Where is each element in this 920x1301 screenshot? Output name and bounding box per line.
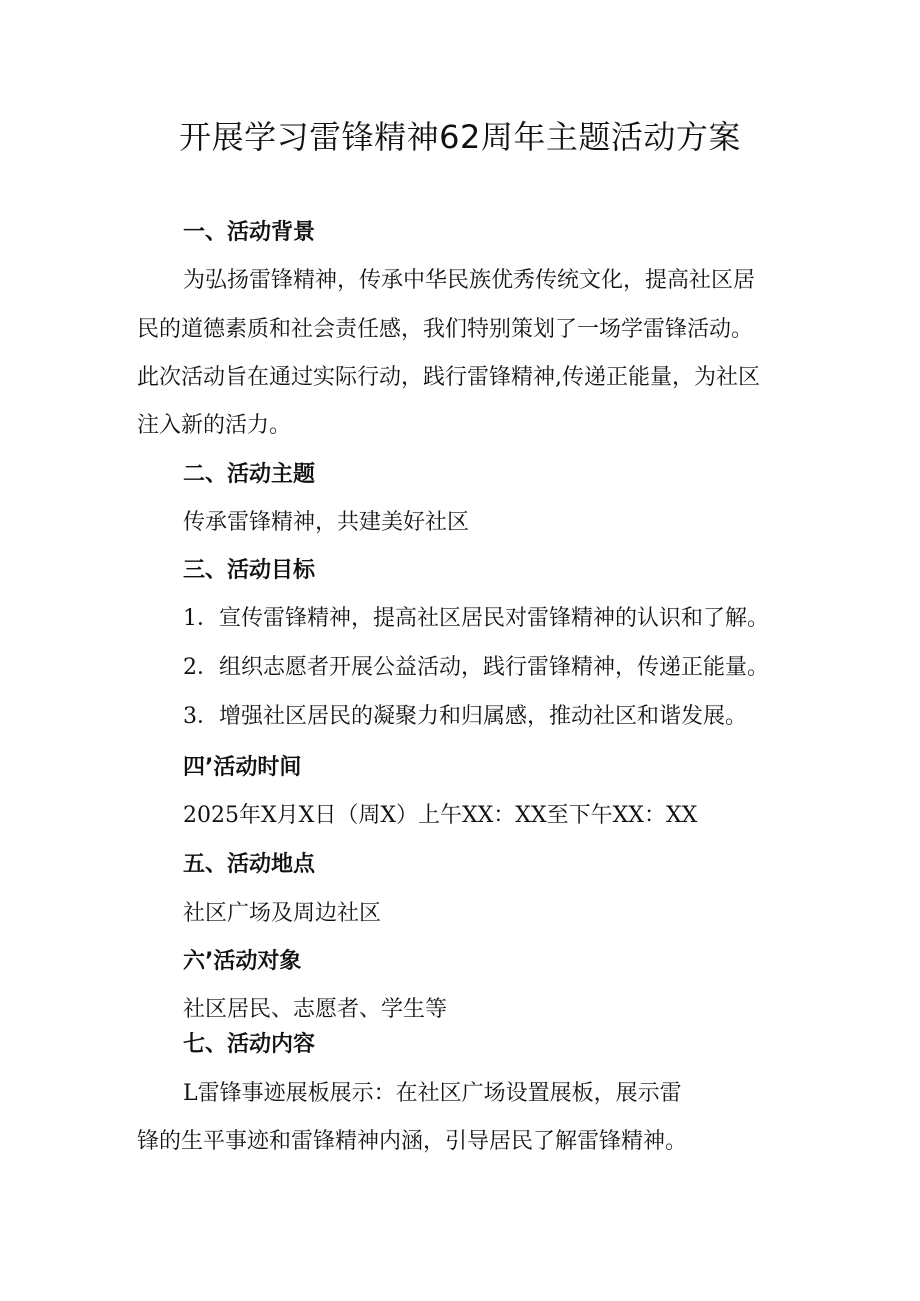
paragraph-line: 此次活动旨在通过实际行动，践行雷锋精神,传递正能量，为社区 <box>137 365 760 390</box>
paragraph-line: 社区居民、志愿者、学生等 <box>183 997 448 1022</box>
paragraph-line: 锋的生平事迹和雷锋精神内涵，引导居民了解雷锋精神。 <box>137 1129 688 1154</box>
paragraph-line: 社区广场及周边社区 <box>183 901 382 926</box>
paragraph-line: 传承雷锋精神，共建美好社区 <box>183 510 470 535</box>
list-item: 2．组织志愿者开展公益活动，践行雷锋精神，传递正能量。 <box>183 655 769 680</box>
list-item: 1．宣传雷锋精神，提高社区居民对雷锋精神的认识和了解。 <box>183 606 769 631</box>
paragraph-line: 民的道德素质和社会责任感，我们特别策划了一场学雷锋活动。 <box>137 317 754 342</box>
section-heading-content: 七、活动内容 <box>183 1032 316 1057</box>
list-item: 3．增强社区居民的凝聚力和归属感，推动社区和谐发展。 <box>183 704 747 729</box>
paragraph-line: 注入新的活力。 <box>137 413 292 438</box>
section-heading-location: 五、活动地点 <box>183 852 316 877</box>
paragraph-line: L雷锋事迹展板展示：在社区广场设置展板，展示雷 <box>183 1081 682 1106</box>
paragraph-line: 2025年X月X日（周X）上午XX：XX至下午XX：XX <box>183 803 698 828</box>
section-heading-theme: 二、活动主题 <box>183 462 316 487</box>
section-heading-background: 一、活动背景 <box>183 220 316 245</box>
section-heading-time: 四’活动时间 <box>183 755 302 780</box>
paragraph-line: 为弘扬雷锋精神，传承中华民族优秀传统文化，提高社区居 <box>183 268 756 293</box>
section-heading-goals: 三、活动目标 <box>183 558 316 583</box>
section-heading-audience: 六’活动对象 <box>183 949 302 974</box>
document-title: 开展学习雷锋精神62周年主题活动方案 <box>179 118 741 156</box>
